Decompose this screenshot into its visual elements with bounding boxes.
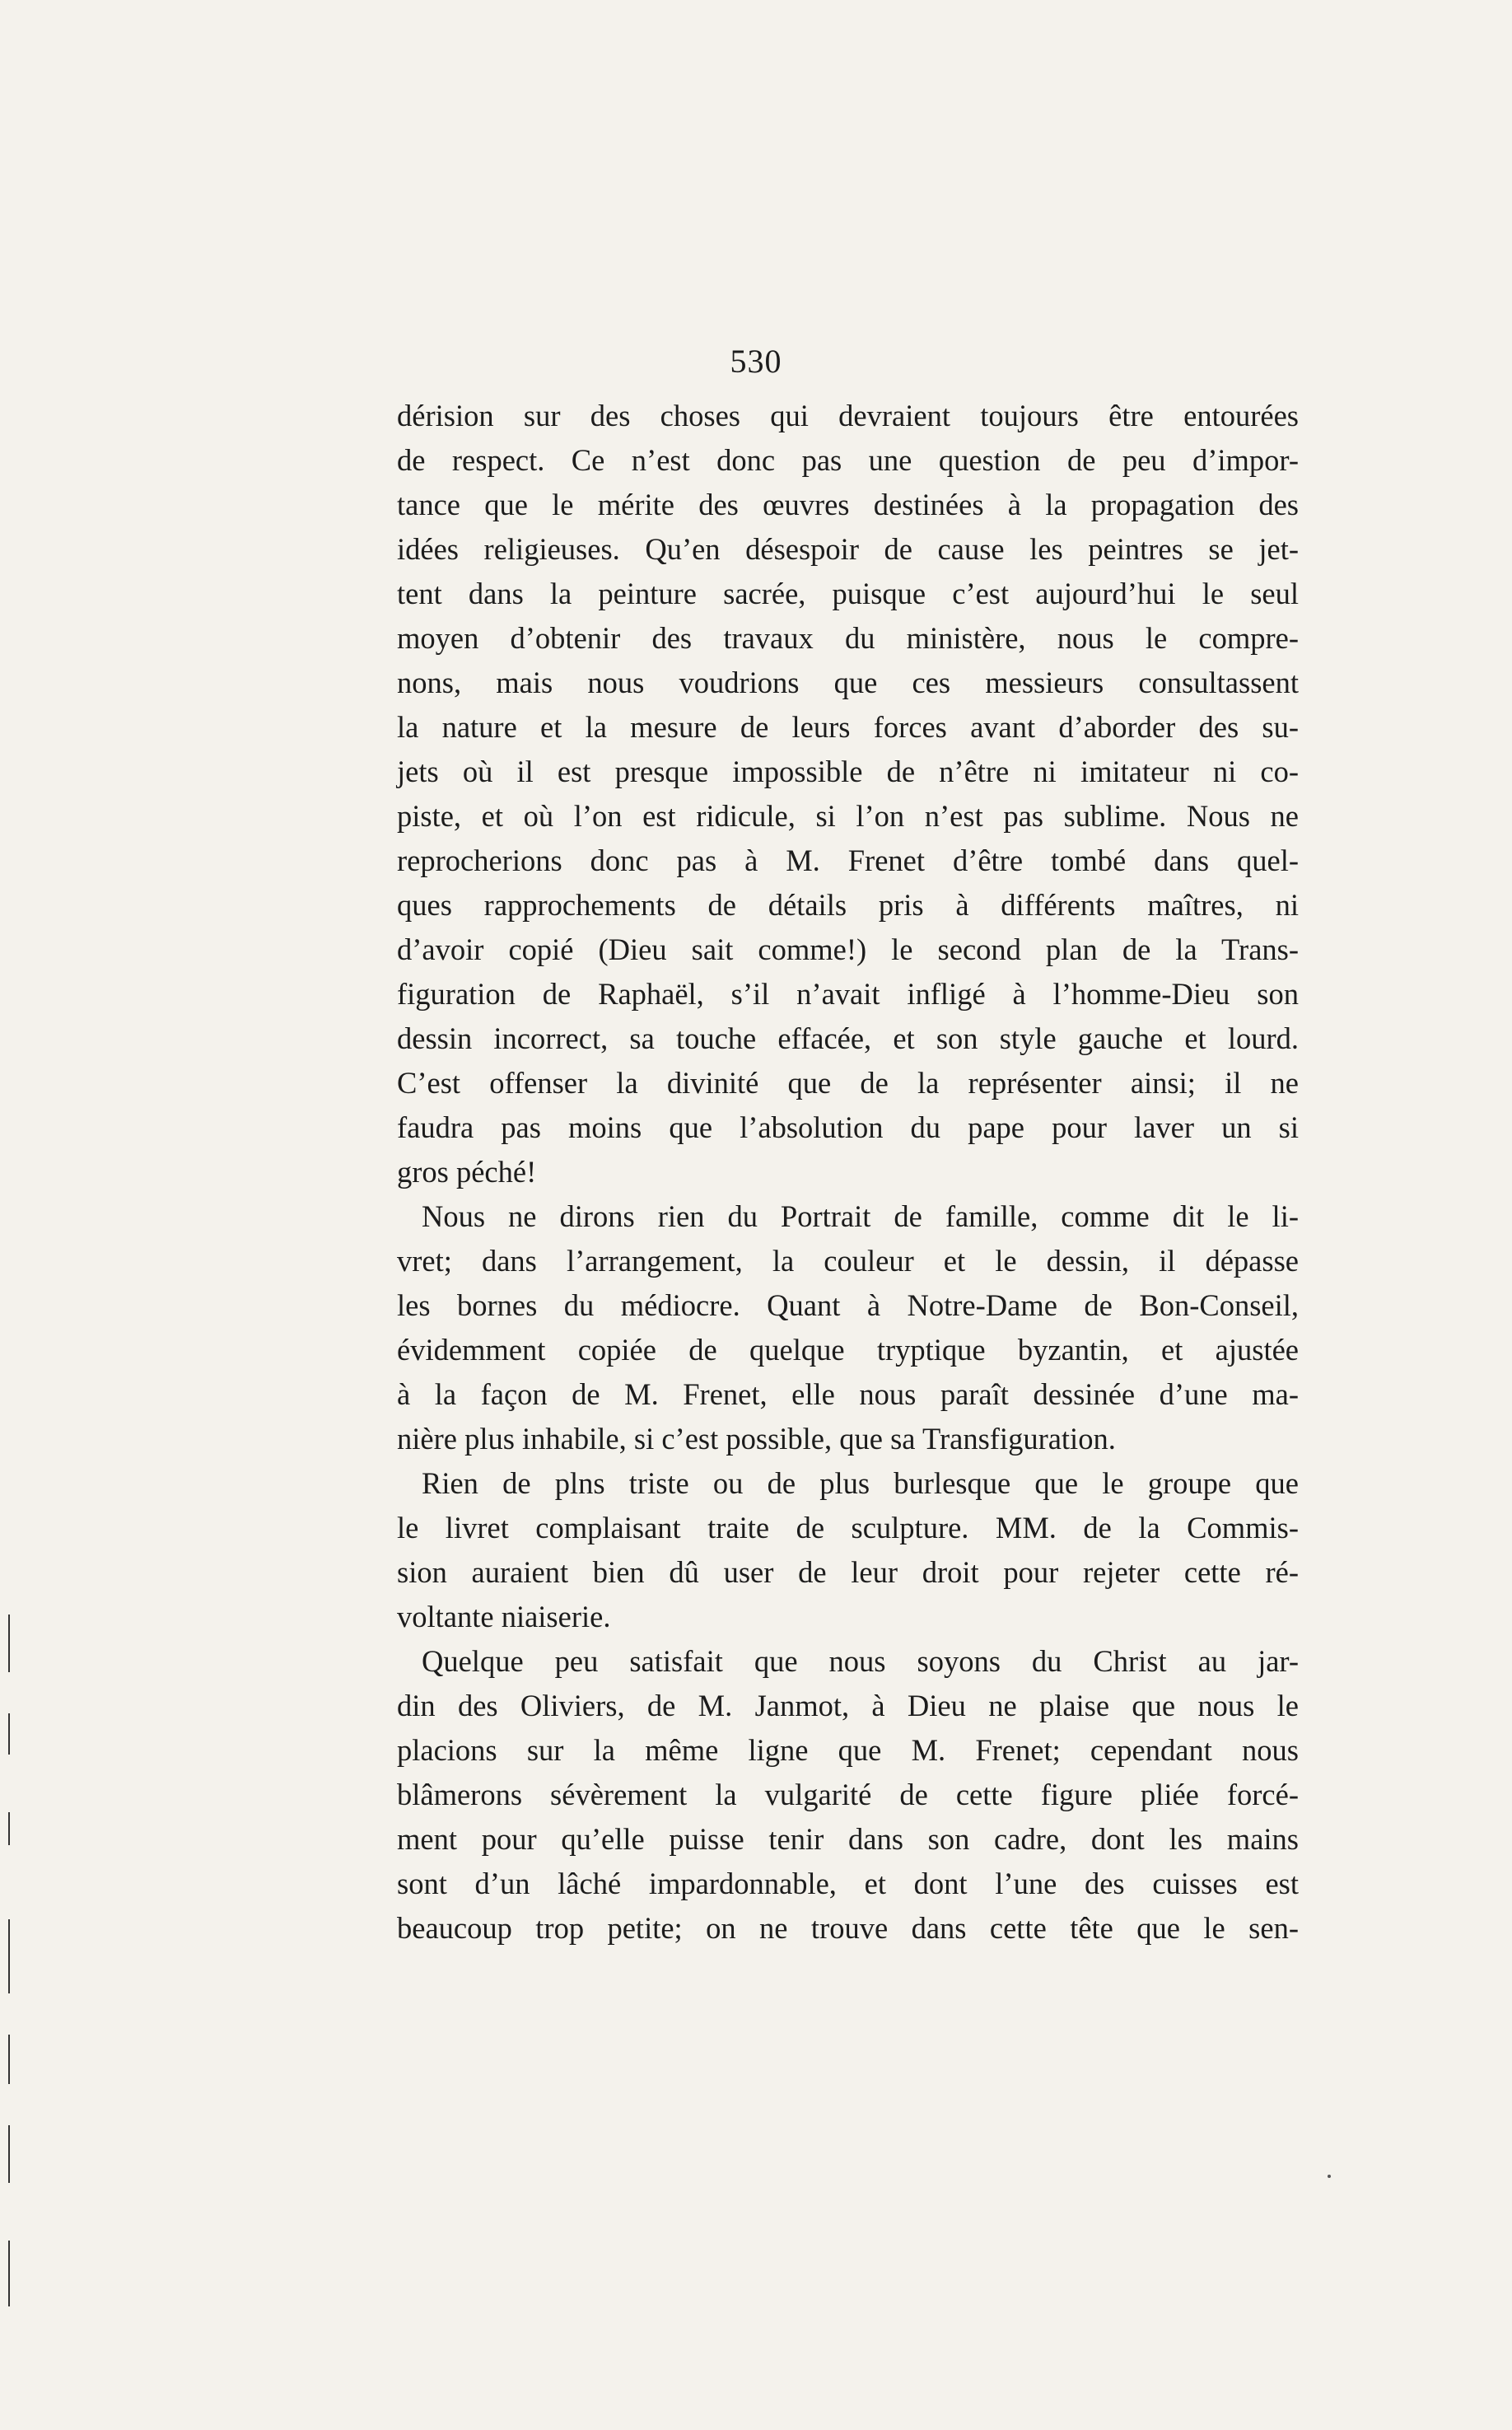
scan-edge-mark — [8, 2125, 10, 2183]
text-line: dessin incorrect, sa touche effacée, et son style gauche et lourd. — [397, 1021, 1299, 1055]
text-line: Quelque peu satisfait que nous soyons du Christ au jar- — [422, 1644, 1299, 1678]
text-line: jets où il est presque impossible de n’être ni imitateur ni co- — [397, 755, 1299, 788]
text-line: dérision sur des choses qui devraient toujours être entourées — [397, 399, 1299, 432]
text-line: nons, mais nous voudrions que ces messieurs consultassent — [397, 666, 1299, 699]
text-line: reprocherions donc pas à M. Frenet d’être tombé dans quel- — [397, 843, 1299, 877]
scan-edge-mark — [8, 2035, 10, 2084]
text-line: sion auraient bien dû user de leur droit pour rejeter cette ré- — [397, 1555, 1299, 1589]
text-line: les bornes du médiocre. Quant à Notre-Dame de Bon-Conseil, — [397, 1288, 1299, 1322]
scan-edge-mark — [8, 2241, 10, 2306]
text-line: ment pour qu’elle puisse tenir dans son cadre, dont les mains — [397, 1822, 1299, 1856]
text-line: Nous ne dirons rien du Portrait de famille, comme dit le li- — [422, 1199, 1299, 1233]
text-line: gros péché! — [397, 1155, 537, 1189]
text-line: moyen d’obtenir des travaux du ministère, nous le compre- — [397, 621, 1299, 655]
body-text — [397, 394, 1299, 1951]
text-line: tance que le mérite des œuvres destinées à la propagation des — [397, 488, 1299, 521]
text-line: vret; dans l’arrangement, la couleur et le dessin, il dépasse — [397, 1244, 1299, 1278]
text-line: din des Oliviers, de M. Janmot, à Dieu ne plaise que nous le — [397, 1689, 1299, 1722]
scan-edge-mark — [8, 1615, 10, 1672]
page-number: 530 — [730, 343, 782, 380]
text-line: d’avoir copié (Dieu sait comme!) le second plan de la Trans- — [397, 932, 1299, 966]
text-line: figuration de Raphaël, s’il n’avait infligé à l’homme-Dieu son — [397, 977, 1299, 1011]
text-line: voltante niaiserie. — [397, 1600, 611, 1633]
text-line: placions sur la même ligne que M. Frenet; cependant nous — [397, 1733, 1299, 1767]
text-line: blâmerons sévèrement la vulgarité de cette figure pliée forcé- — [397, 1778, 1299, 1811]
text-line: nière plus inhabile, si c’est possible, que sa Transfiguration. — [397, 1422, 1116, 1456]
text-line: de respect. Ce n’est donc pas une question de peu d’impor- — [397, 443, 1299, 477]
text-line: évidemment copiée de quelque tryptique byzantin, et ajustée — [397, 1333, 1299, 1367]
text-line: sont d’un lâché impardonnable, et dont l’une des cuisses est — [397, 1867, 1299, 1900]
scan-edge-mark — [8, 1713, 10, 1755]
text-line: à la façon de M. Frenet, elle nous paraît dessinée d’une ma- — [397, 1377, 1299, 1411]
text-line: ques rapprochements de détails pris à différents maîtres, ni — [397, 888, 1299, 922]
scan-speck — [1328, 2175, 1331, 2178]
text-line: Rien de plns triste ou de plus burlesque que le groupe que — [422, 1466, 1299, 1500]
text-line: C’est offenser la divinité que de la représenter ainsi; il ne — [397, 1066, 1299, 1100]
text-line: piste, et où l’on est ridicule, si l’on n’est pas sublime. Nous ne — [397, 799, 1299, 833]
text-line: tent dans la peinture sacrée, puisque c’est aujourd’hui le seul — [397, 577, 1299, 610]
text-line: la nature et la mesure de leurs forces avant d’aborder des su- — [397, 710, 1299, 744]
text-line: beaucoup trop petite; on ne trouve dans cette tête que le sen- — [397, 1911, 1299, 1945]
scan-edge-mark — [8, 1812, 10, 1845]
text-line: le livret complaisant traite de sculpture. MM. de la Commis- — [397, 1511, 1299, 1544]
scan-edge-mark — [8, 1919, 10, 1993]
text-line: idées religieuses. Qu’en désespoir de cause les peintres se jet- — [397, 532, 1299, 566]
text-line: faudra pas moins que l’absolution du pape pour laver un si — [397, 1110, 1299, 1144]
